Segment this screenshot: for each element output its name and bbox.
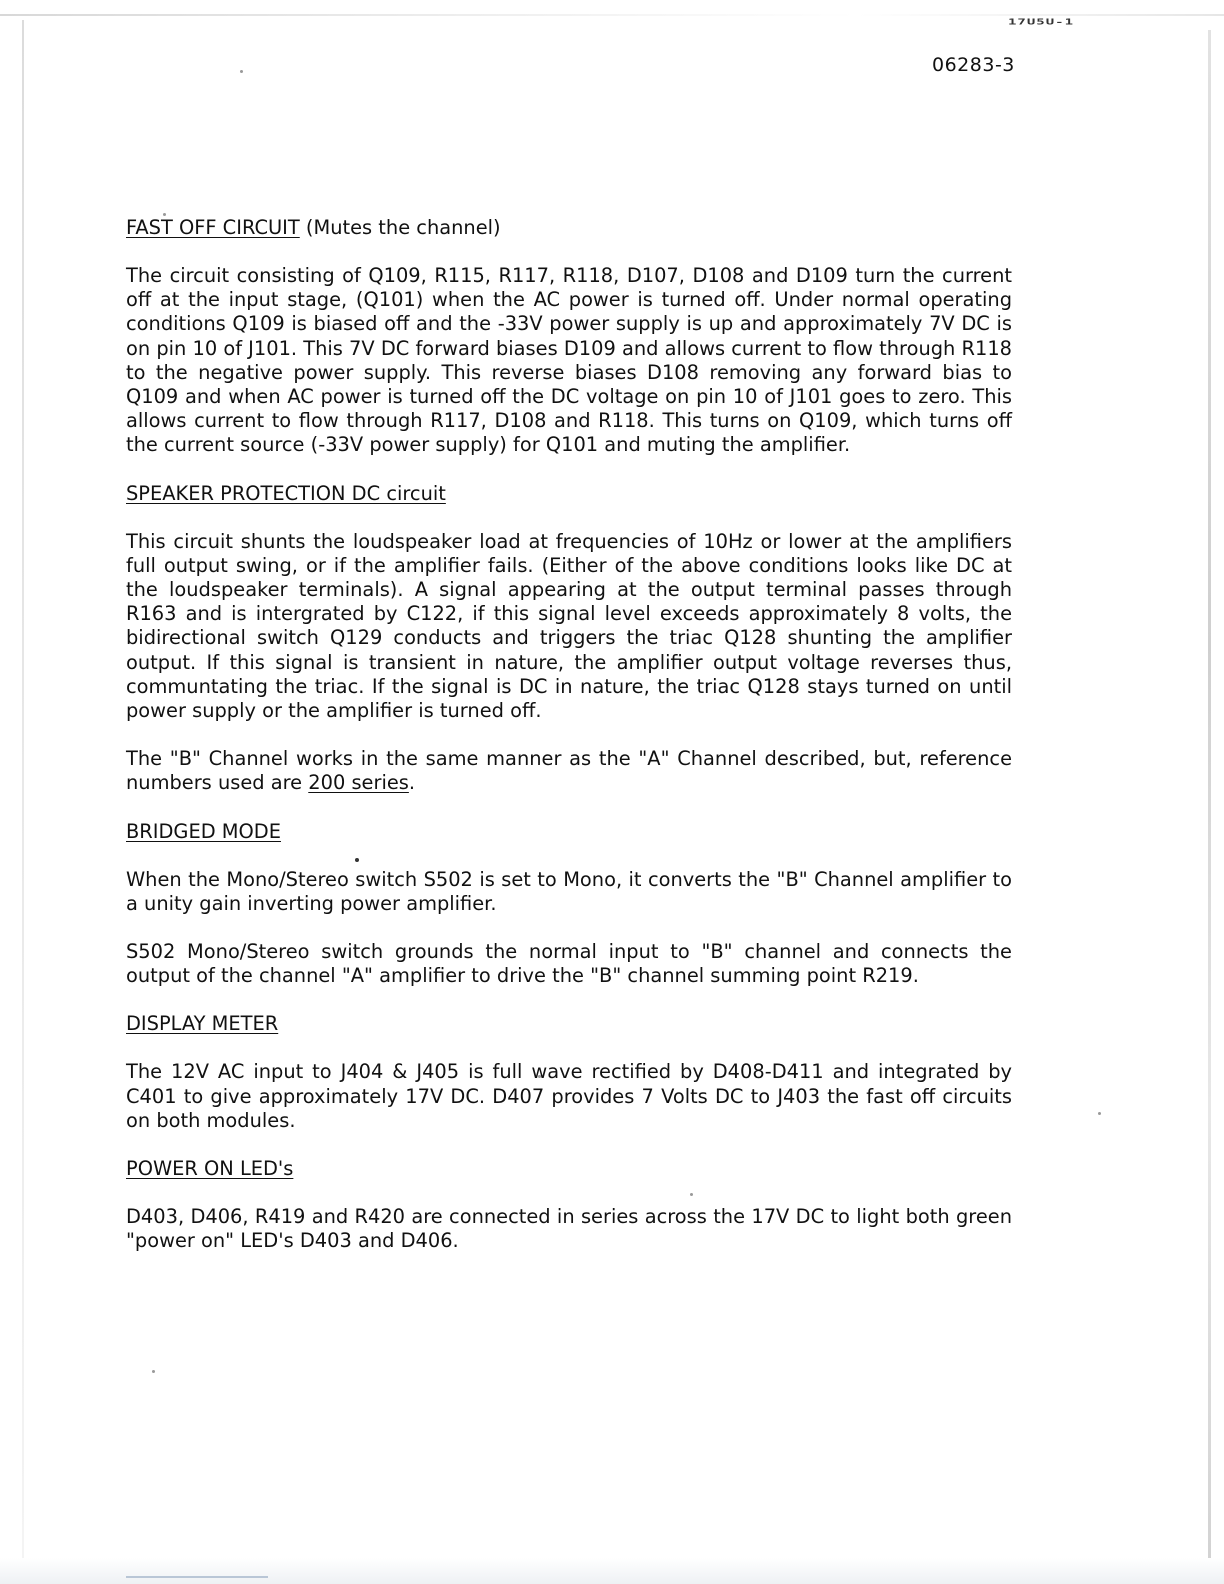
bridged-mode-paragraph-1: When the Mono/Stereo switch S502 is set to Mono, it converts the "B" Channel amplifier to a unity gain inverting power amplifier. (126, 867, 1012, 915)
fast-off-heading (126, 216, 1012, 240)
bridged-mode-paragraph-2: S502 Mono/Stereo switch grounds the normal input to "B" channel and connects the output of the channel "A" amplifier to drive the "B" channel summing point R219. (126, 940, 1012, 988)
fast-off-subtitle: (Mutes the channel) (299, 216, 501, 239)
speaker-protection-paragraph: This circuit shunts the loudspeaker load at frequencies of 10Hz or lower at the amplifiers full output swing, or if the amplifier fails. (Either of the above conditions looks like DC at the loudspeaker terminals). A signal appearing at the output terminal passes through R163 and is intergrated by C122, if this signal level exceeds approximately 8 volts, the bidirectional switch Q129 conducts and triggers the triac Q128 shunting the amplifier output. If this signal is transient in nature, the amplifier output voltage reverses thus, communtating the triac. If the signal is DC in nature, the triac Q128 stays turned on until power supply or the amplifier is turned off. (126, 529, 1012, 723)
b-channel-text: The "B" Channel works in the same manner as the "A" Channel described, but, reference numbers used are (126, 747, 1012, 795)
page-edge-top (0, 14, 1224, 16)
document-body (126, 216, 1012, 1277)
scan-speck (240, 70, 243, 73)
page-edge-right (1208, 30, 1211, 1570)
page-edge-bottom (0, 1558, 1224, 1584)
display-meter-heading (126, 1012, 1012, 1036)
fast-off-paragraph: The circuit consisting of Q109, R115, R117, R118, D107, D108 and D109 turn the current off at the input stage, (Q101) when the AC power is turned off. Under normal operating conditions Q109 is biased off and the -33V power supply is up and approximately 7V DC is on pin 10 of J101. This 7V DC forward biases D109 and allows current to flow through R118 to the negative power supply. This reverse biases D108 removing any forward bias to Q109 and when AC power is turned off the DC voltage on pin 10 of J101 goes to zero. This allows current to flow through R117, D108 and R118. This turns on Q109, which turns off the current source (-33V power supply) for Q101 and muting the amplifier. (126, 264, 1012, 457)
bottom-scan-mark (126, 1576, 268, 1578)
b-channel-series: 200 series (308, 771, 409, 795)
corner-stamp: 17U5U-1 (1008, 18, 1075, 27)
scan-speck (1098, 1112, 1101, 1115)
display-meter-title: DISPLAY METER (126, 1012, 279, 1036)
bridged-mode-title: BRIDGED MODE (126, 819, 281, 843)
speaker-protection-title: SPEAKER PROTECTION DC circuit (126, 481, 446, 505)
power-on-leds-paragraph: D403, D406, R419 and R420 are connected in series across the 17V DC to light both green "power on" LED's D403 and D406. (126, 1205, 1012, 1253)
display-meter-paragraph: The 12V AC input to J404 & J405 is full wave rectified by D408-D411 and integrated by C401 to give approximately 17V DC. D407 provides 7 Volts DC to J403 the fast off circuits on both modules. (126, 1060, 1012, 1132)
b-channel-end: . (408, 771, 416, 795)
b-channel-paragraph (126, 747, 1012, 795)
scan-speck (152, 1370, 155, 1373)
power-on-leds-title: POWER ON LED's (126, 1157, 294, 1181)
bridged-mode-heading (126, 820, 1012, 844)
fast-off-title: FAST OFF CIRCUIT (126, 216, 300, 239)
document-number: 06283-3 (932, 54, 1015, 76)
page-edge-left (22, 20, 24, 1560)
power-on-leds-heading (126, 1157, 1012, 1181)
speaker-protection-heading (126, 482, 1012, 506)
